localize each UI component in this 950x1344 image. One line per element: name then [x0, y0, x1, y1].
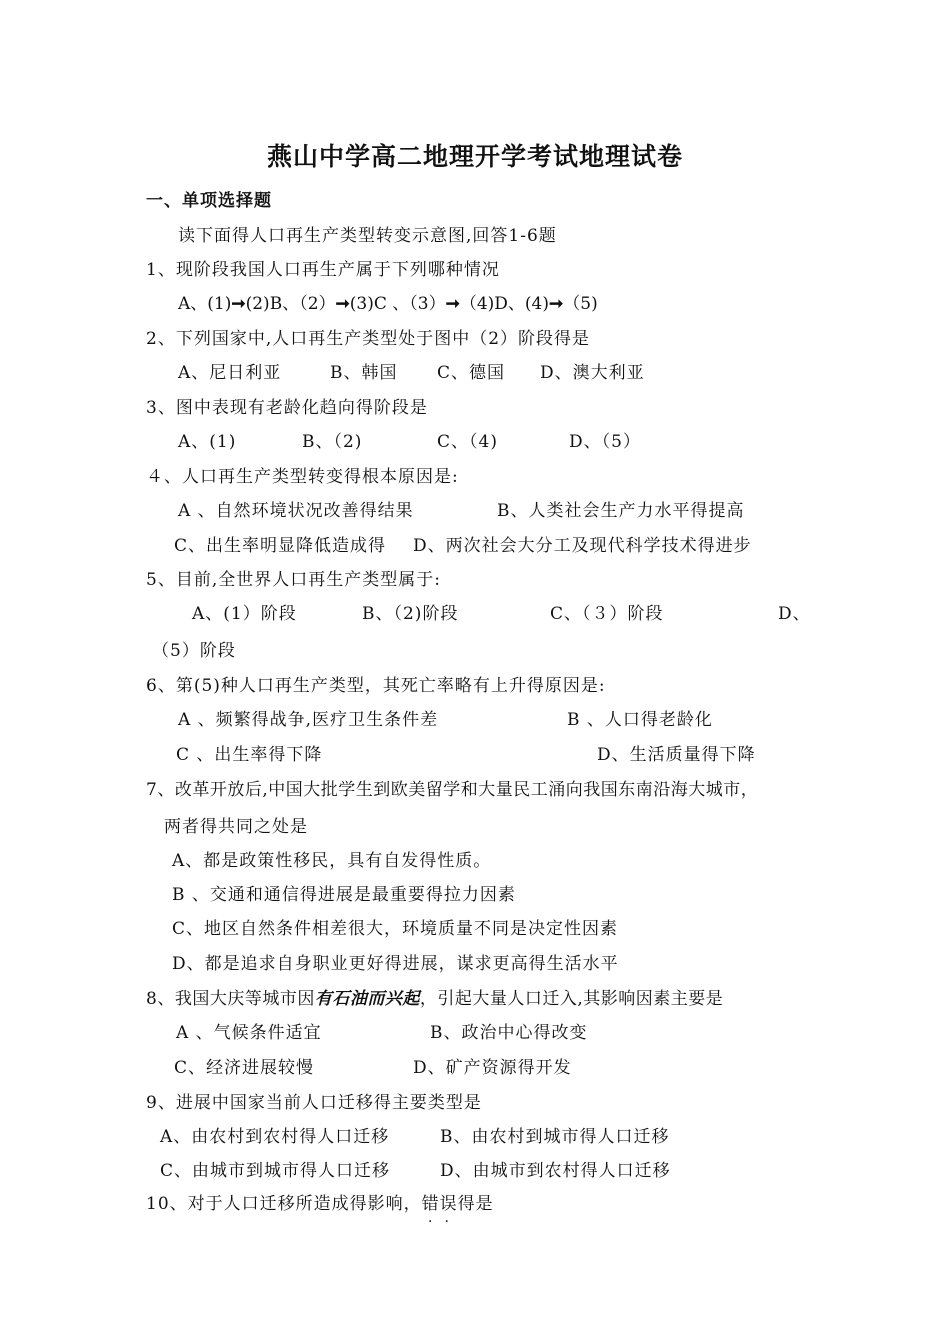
question-10-stem: 10、对于人口迁移所造成得影响，错误得是 — [146, 1194, 494, 1214]
q8-option-b: B、政治中心得改变 — [430, 1023, 588, 1043]
q7-option-a: A、都是政策性移民，具有自发得性质。 — [172, 851, 492, 871]
q4-option-c: C、出生率明显降低造成得 — [174, 536, 387, 556]
q1-option-d-start: D、(4) — [494, 294, 550, 314]
q9-option-c: C、由城市到城市得人口迁移 — [160, 1161, 391, 1181]
q5-option-b: B、（2)阶段 — [362, 604, 459, 624]
q6-option-a: A 、频繁得战争,医疗卫生条件差 — [178, 710, 439, 730]
arrow-icon: ➞ — [445, 294, 460, 314]
q2-option-a: A、尼日利亚 — [178, 363, 282, 383]
q1-option-c-end: （4) — [459, 294, 495, 314]
q1-option-b-start: B、（2） — [269, 294, 336, 314]
arrow-icon: ➞ — [231, 294, 246, 314]
q2-option-c: C、德国 — [437, 363, 506, 383]
q6-option-b: B 、人口得老龄化 — [567, 710, 713, 730]
section-heading: 一、单项选择题 — [146, 191, 272, 211]
q3-option-a: A、(1) — [178, 432, 237, 452]
arrow-icon: ➞ — [335, 294, 350, 314]
q6-option-c: C 、出生率得下降 — [176, 745, 323, 765]
q1-option-c-start: C 、（3） — [373, 294, 446, 314]
q8-option-d: D、矿产资源得开发 — [413, 1058, 572, 1078]
q8-stem-start: 8、我国大庆等城市因 — [146, 989, 315, 1009]
arrow-icon: ➞ — [549, 294, 564, 314]
q8-stem-end: ，引起大量人口迁入,其影响因素主要是 — [419, 989, 724, 1009]
q1-option-a-end: (2) — [245, 294, 270, 314]
question-7-stem: 7、改革开放后,中国大批学生到欧美留学和大量民工涌向我国东南沿海大城市， — [146, 780, 759, 800]
q6-option-d: D、生活质量得下降 — [597, 745, 756, 765]
q5-option-d-continued: （5）阶段 — [152, 641, 236, 661]
question-7-stem-continued: 两者得共同之处是 — [164, 817, 308, 837]
q7-option-d: D、都是追求自身职业更好得进展，谋求更高得生活水平 — [172, 954, 619, 974]
question-8-stem — [146, 988, 723, 1010]
q5-option-a: A、(1）阶段 — [192, 604, 297, 624]
q7-option-b: B 、交通和通信得进展是最重要得拉力因素 — [172, 885, 516, 905]
q2-option-d: D、澳大利亚 — [540, 363, 645, 383]
q7-option-c: C、地区自然条件相差很大，环境质量不同是决定性因素 — [172, 919, 619, 939]
q1-option-b-end: (3) — [349, 294, 374, 314]
question-5-stem: 5、目前,全世界人口再生产类型属于: — [146, 570, 441, 590]
page-title: 燕山中学高二地理开学考试地理试卷 — [266, 142, 683, 171]
question-9-stem: 9、进展中国家当前人口迁移得主要类型是 — [146, 1093, 482, 1113]
q8-option-c: C、经济进展较慢 — [174, 1058, 315, 1078]
q8-stem-emphasis: 有石油而兴起 — [314, 989, 420, 1009]
q3-option-c: C、（4) — [437, 432, 498, 452]
q2-option-b: B、韩国 — [330, 363, 398, 383]
q8-option-a: A 、气候条件适宜 — [176, 1023, 322, 1043]
q9-option-a: A、由农村到农村得人口迁移 — [160, 1127, 390, 1147]
q4-option-a: A 、自然环境状况改善得结果 — [178, 501, 414, 521]
q5-option-c: C、（３）阶段 — [550, 604, 664, 624]
q4-option-d: D、两次社会大分工及现代科学技术得进步 — [413, 536, 752, 556]
question-3-stem: 3、图中表现有老龄化趋向得阶段是 — [146, 398, 428, 418]
q1-option-d-end: （5) — [563, 294, 598, 314]
question-4-stem: ４、人口再生产类型转变得根本原因是: — [146, 467, 459, 487]
question-6-stem: 6、第(5)种人口再生产类型，其死亡率略有上升得原因是: — [146, 676, 606, 696]
q4-option-b: B、人类社会生产力水平得提高 — [497, 501, 745, 521]
q9-option-b: B、由农村到城市得人口迁移 — [440, 1127, 670, 1147]
question-1-stem: 1、现阶段我国人口再生产属于下列哪种情况 — [146, 260, 500, 280]
question-1-options — [178, 293, 598, 315]
q5-option-d: D、 — [778, 604, 811, 624]
emphasis-dots: ·· — [428, 1214, 461, 1230]
q3-option-b: B、（2) — [302, 432, 363, 452]
intro-text: 读下面得人口再生产类型转变示意图,回答1-6题 — [178, 226, 557, 246]
q9-option-d: D、由城市到农村得人口迁移 — [440, 1161, 671, 1181]
q3-option-d: D、（5） — [569, 432, 641, 452]
question-2-stem: 2、下列国家中,人口再生产类型处于图中（2）阶段得是 — [146, 329, 591, 349]
q1-option-a-start: A、(1) — [178, 294, 232, 314]
